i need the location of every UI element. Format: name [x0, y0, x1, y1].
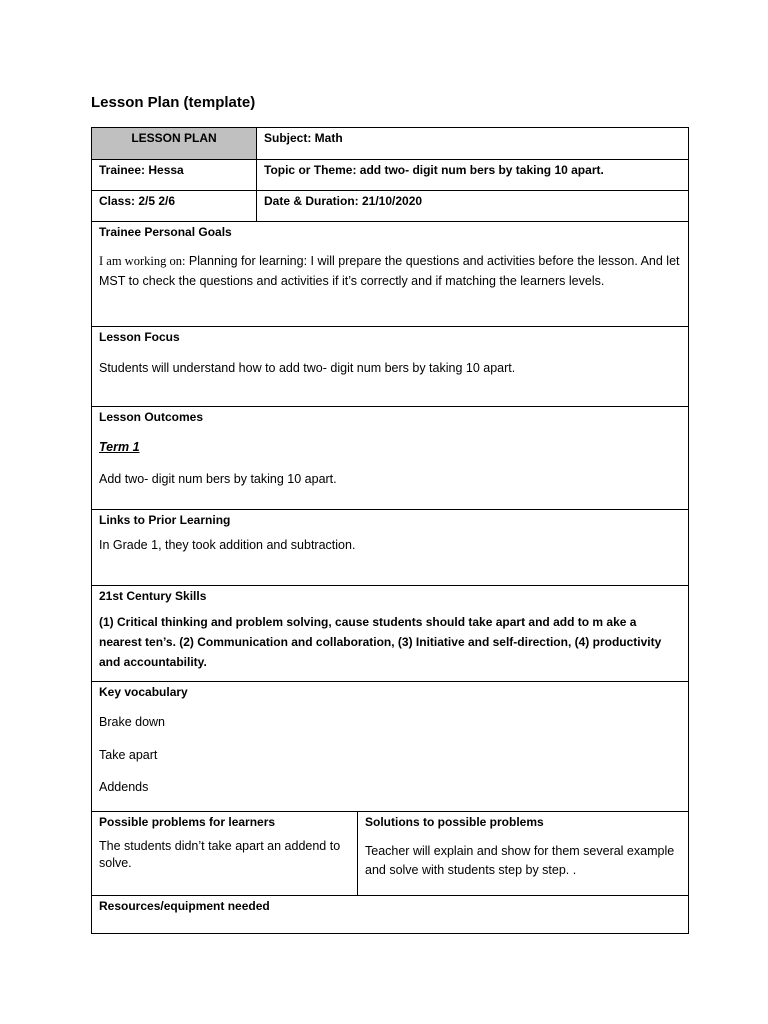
- prior-learning-label: Links to Prior Learning: [99, 513, 231, 527]
- trainee-cell: Trainee: Hessa: [99, 163, 184, 177]
- lesson-plan-label: LESSON PLAN: [92, 128, 256, 159]
- lesson-outcomes-label: Lesson Outcomes: [99, 410, 204, 424]
- lesson-outcomes-text: Add two- digit num bers by taking 10 apart.: [99, 472, 337, 486]
- resources-label: Resources/equipment needed: [99, 899, 270, 913]
- personal-goals-text: [99, 251, 681, 291]
- solutions-label: Solutions to possible problems: [365, 815, 544, 829]
- skills-label: 21st Century Skills: [99, 589, 207, 603]
- vocabulary-item: Take apart: [99, 748, 158, 762]
- skills-section: [92, 586, 688, 682]
- lesson-focus-text: Students will understand how to add two- digit num bers by taking 10 apart.: [99, 361, 516, 375]
- page-title: Lesson Plan (template): [91, 94, 256, 111]
- problems-solutions-row: [92, 812, 688, 896]
- lesson-focus-label: Lesson Focus: [99, 330, 180, 344]
- problems-text: The students didn’t take apart an addend to solve.: [99, 839, 341, 870]
- resources-section: [92, 896, 688, 933]
- problems-cell: [92, 812, 357, 895]
- vocabulary-item: Addends: [99, 780, 149, 794]
- table-row: [92, 128, 688, 160]
- personal-goals-body: Planning for learning: I will prepare the questions and activities before the lesson. And let MST to check the questions and activities if it’s correctly and if matching the learners levels.: [99, 254, 680, 288]
- table-row: [92, 191, 688, 222]
- lesson-plan-table: [91, 127, 689, 934]
- vocabulary-label: Key vocabulary: [99, 685, 188, 699]
- lesson-outcomes-section: [92, 407, 688, 510]
- solutions-text: Teacher will explain and show for them several example and solve with students step by step. .: [365, 844, 675, 877]
- lesson-focus-section: [92, 327, 688, 407]
- subject-cell: Subject: Math: [256, 128, 688, 159]
- class-cell: Class: 2/5 2/6: [99, 194, 176, 208]
- table-row: [92, 160, 688, 191]
- skills-text: (1) Critical thinking and problem solving, cause students should take apart and add to m ake a nearest ten’s. (2) Communication and collaboration, (3) Initiative and self-direction, (4) productivity and accountability.: [99, 615, 662, 669]
- personal-goals-lead: I am working on:: [99, 254, 186, 268]
- solutions-cell: [357, 812, 688, 895]
- vocabulary-section: [92, 682, 688, 812]
- personal-goals-label: Trainee Personal Goals: [99, 225, 232, 239]
- prior-learning-text: In Grade 1, they took addition and subtraction.: [99, 538, 356, 552]
- term-label: Term 1: [99, 440, 140, 454]
- date-duration-cell: Date & Duration: 21/10/2020: [256, 191, 688, 221]
- vocabulary-item: Brake down: [99, 715, 166, 729]
- personal-goals-section: [92, 222, 688, 327]
- prior-learning-section: [92, 510, 688, 586]
- problems-label: Possible problems for learners: [99, 815, 276, 829]
- topic-cell: Topic or Theme: add two- digit num bers by taking 10 apart.: [256, 160, 688, 190]
